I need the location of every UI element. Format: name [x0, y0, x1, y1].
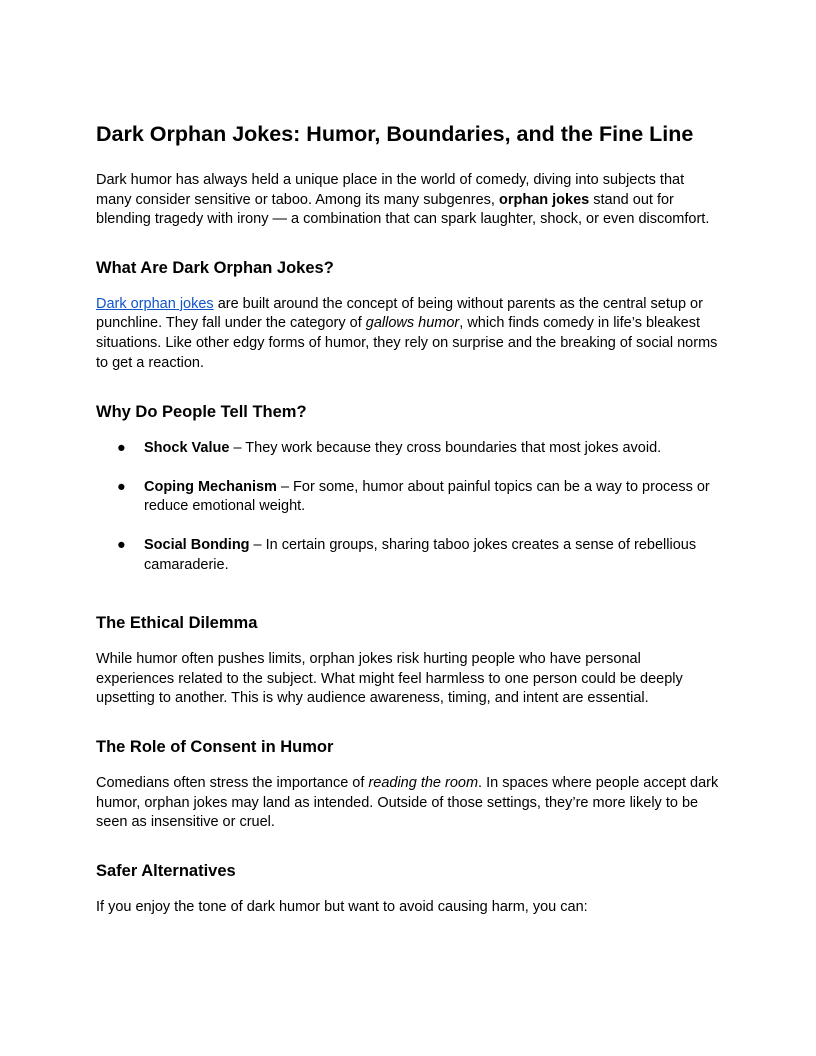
- document-page: [96, 119, 720, 936]
- bullet-text: – For some, humor about painful topics can be a way to process or reduce emotional weight.: [144, 478, 710, 515]
- intro-bold-term: orphan jokes: [498, 191, 590, 208]
- what-are-paragraph: [96, 295, 720, 373]
- heading-why-tell: Why Do People Tell Them?: [96, 403, 307, 422]
- safer-alternatives-paragraph: If you enjoy the tone of dark humor but want to avoid causing harm, you can:: [96, 898, 588, 915]
- bullet-term: Shock Value: [144, 440, 230, 457]
- consent-text-b: . In spaces where people accept dark humor, orphan jokes may land as intended. Outside of those settings, they’re more likely to be seen as insensitive or cruel.: [96, 774, 719, 831]
- dark-orphan-jokes-link[interactable]: Dark orphan jokes: [96, 295, 214, 312]
- intro-text-before: Dark humor has always held a unique place in the world of comedy, diving into subjects that many consider sensitive or taboo. Among its many subgenres,: [96, 172, 685, 208]
- bullet-icon: ●: [117, 478, 126, 495]
- intro-text-after: stand out for blending tragedy with irony — a combination that can spark laughter, shock, or even discomfort.: [96, 191, 710, 228]
- bullet-icon: ●: [117, 440, 126, 457]
- heading-ethical-dilemma: The Ethical Dilemma: [96, 614, 258, 633]
- list-item: [96, 439, 720, 459]
- consent-italic: reading the room: [368, 774, 479, 791]
- bullet-icon: ●: [117, 536, 126, 553]
- bullet-text: – In certain groups, sharing taboo jokes creates a sense of rebellious camaraderie.: [144, 536, 697, 573]
- ethical-dilemma-paragraph: While humor often pushes limits, orphan jokes risk hurting people who have personal experiences related to the subject. What might feel harmless to one person could be deeply upsetting to another. This is why audience awareness, timing, and intent are essential.: [96, 651, 683, 707]
- what-are-text-b: , which finds comedy in life’s bleakest situations. Like other edgy forms of humor, they rely on surprise and the breaking of social norms to get a reaction.: [96, 315, 718, 371]
- what-are-text-a: are built around the concept of being without parents as the central setup or punchline. They fall under the category of: [96, 295, 703, 332]
- bullet-term: Social Bonding: [144, 536, 250, 553]
- bullet-text: – They work because they cross boundaries that most jokes avoid.: [229, 440, 662, 457]
- consent-paragraph: [96, 774, 720, 833]
- heading-safer-alternatives: Safer Alternatives: [96, 861, 236, 880]
- document-title: Dark Orphan Jokes: Humor, Boundaries, and the Fine Line: [96, 122, 694, 146]
- list-item: [96, 536, 720, 575]
- list-item: [96, 478, 720, 517]
- reasons-list: [96, 439, 720, 575]
- heading-consent: The Role of Consent in Humor: [96, 737, 334, 756]
- bullet-term: Coping Mechanism: [144, 478, 277, 495]
- heading-what-are: What Are Dark Orphan Jokes?: [96, 258, 334, 277]
- consent-text-a: Comedians often stress the importance of: [96, 774, 369, 791]
- what-are-italic: gallows humor: [365, 315, 460, 332]
- intro-paragraph: [96, 171, 720, 230]
